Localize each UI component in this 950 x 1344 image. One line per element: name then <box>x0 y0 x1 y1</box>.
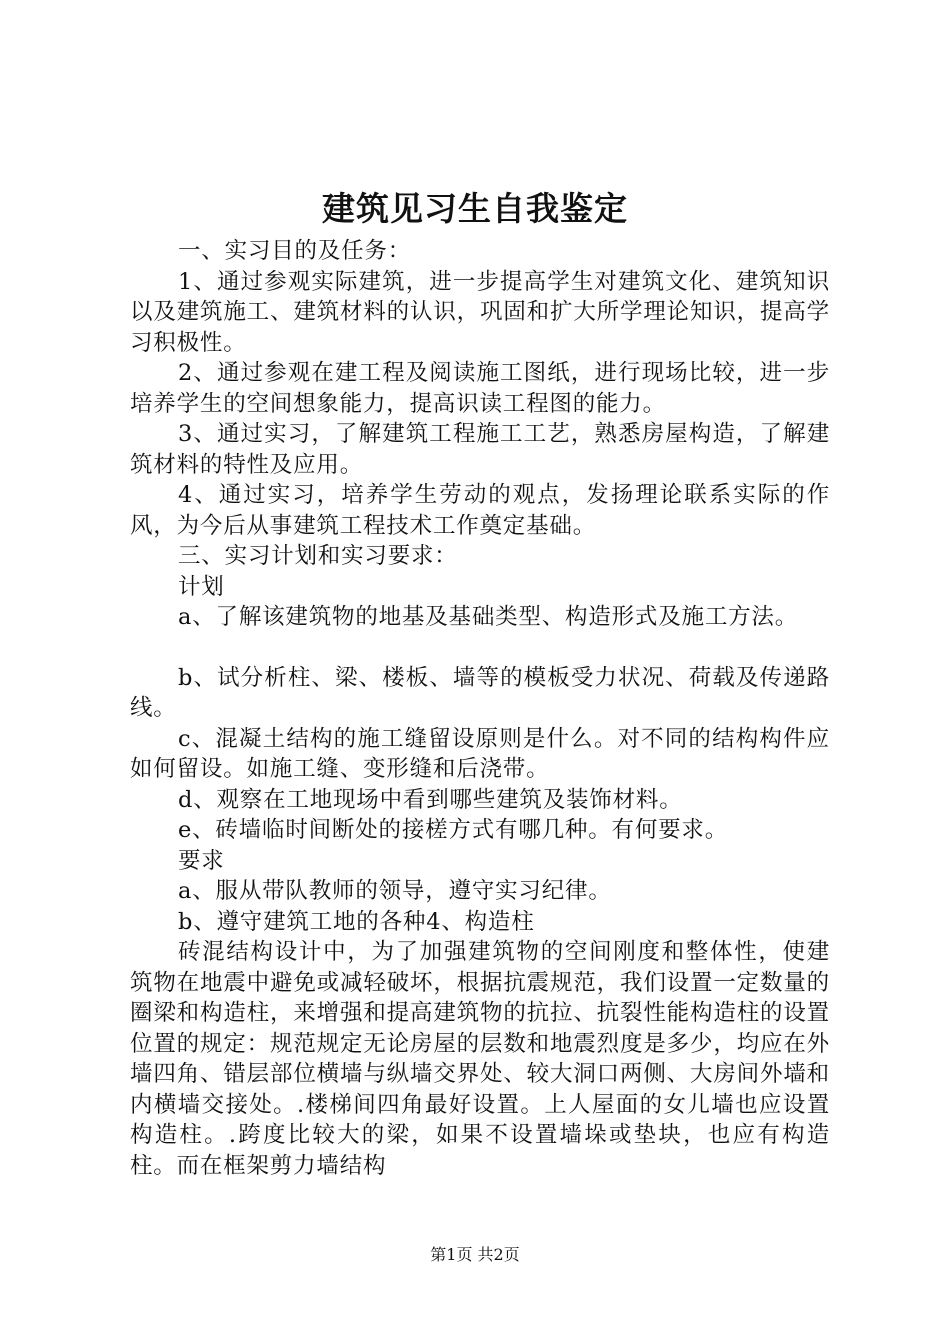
paragraph: d、观察在工地现场中看到哪些建筑及装饰材料。 <box>178 786 683 813</box>
document-title: 建筑见习生自我鉴定 <box>322 189 628 228</box>
paragraph: 砖混结构设计中，为了加强建筑物的空间刚度和整体性，使建筑物在地震中避免或减轻破坏，根据抗震规范，我们设置一定数量的圈梁和构造柱，来增强和提高建筑物的抗拉、抗裂性能构造柱的设置位置的规定：规范规定无论房屋的层数和地震烈度是多少，均应在外墙四角、错层部位横墙与纵墙交界处、较大洞口两侧、大房间外墙和内横墙交接处。.楼梯间四角最好设置。上人屋面的女儿墙也应设置构造柱。.跨度比较大的梁，如果不设置墙垛或垫块，也应有构造柱。而在框架剪力墙结构 <box>130 939 830 1179</box>
paragraph: e、砖墙临时间断处的接槎方式有哪几种。有何要求。 <box>178 817 729 843</box>
paragraph: c、混凝土结构的施工缝留设原则是什么。对不同的结构构件应如何留设。如施工缝、变形缝和后浇带。 <box>130 725 830 782</box>
paragraph: 要求 <box>178 847 225 874</box>
page-footer: 第1页 共2页 <box>430 1245 520 1264</box>
paragraph: 三、实习计划和实习要求： <box>178 543 458 569</box>
paragraph: 1、通过参观实际建筑，进一步提高学生对建筑文化、建筑知识以及建筑施工、建筑材料的认识，巩固和扩大所学理论知识，提高学习积极性。 <box>130 268 830 356</box>
paragraph: 4、通过实习，培养学生劳动的观点，发扬理论联系实际的作风，为今后从事建筑工程技术工作奠定基础。 <box>130 482 830 539</box>
document-body <box>130 236 830 1181</box>
paragraph: b、试分析柱、梁、楼板、墙等的模板受力状况、荷载及传递路线。 <box>130 664 830 721</box>
paragraph: a、了解该建筑物的地基及基础类型、构造形式及施工方法。 <box>178 604 799 630</box>
paragraph: b、遵守建筑工地的各种4、构造柱 <box>178 908 535 935</box>
paragraph: a、服从带队教师的领导，遵守实习纪律。 <box>178 878 612 904</box>
paragraph: 2、通过参观在建工程及阅读施工图纸，进行现场比较，进一步培养学生的空间想象能力，提高识读工程图的能力。 <box>130 360 830 417</box>
paragraph: 一、实习目的及任务： <box>178 238 412 264</box>
paragraph: 计划 <box>178 573 225 600</box>
paragraph: 3、通过实习，了解建筑工程施工工艺，熟悉房屋构造，了解建筑材料的特性及应用。 <box>130 421 830 478</box>
